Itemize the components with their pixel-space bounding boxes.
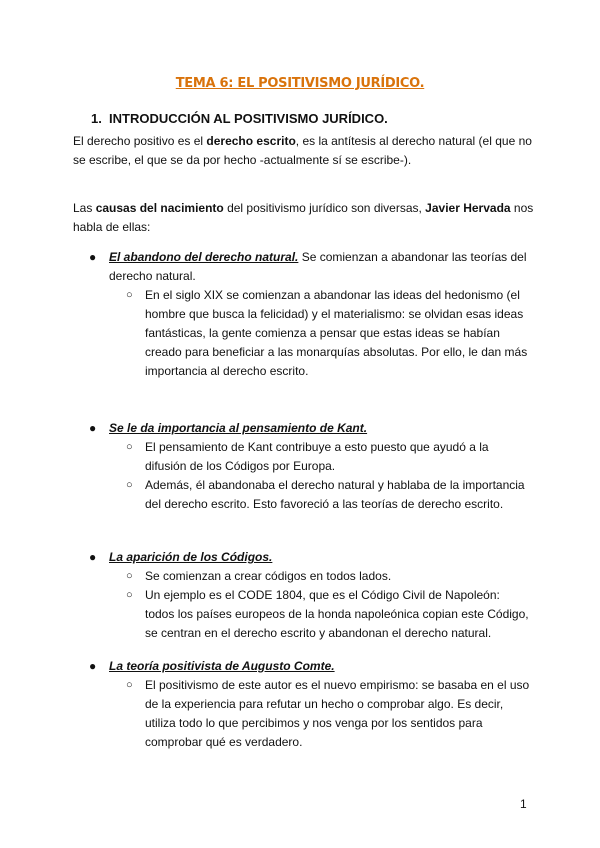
sub-bullet-icon: ○ [126, 589, 133, 601]
sub-bullet-text: El positivismo de este autor es el nuevo empirismo: se basaba en el uso de la experiencia para refutar un hecho o comprobar algo. Es decir, utiliza todo lo que percibimos y nos venga por los sentidos para comprobar qué es verdadero. [145, 678, 530, 749]
intro-bold-1: derecho escrito [206, 134, 296, 148]
sub-bullet-item [126, 476, 530, 514]
bullet-heading: El abandono del derecho natural. [109, 250, 299, 264]
bullet-item [89, 657, 534, 676]
sub-bullet-text: Se comienzan a crear códigos en todos lados. [145, 569, 392, 583]
causes-bold-2: Javier Hervada [425, 201, 511, 215]
sub-bullet-text: Un ejemplo es el CODE 1804, que es el Código Civil de Napoleón: todos los países europeos de la honda napoleónica copian este Código, se centran en el derecho escrito y abandonan el derecho natural. [145, 588, 529, 640]
bullet-heading: La teoría positivista de Augusto Comte. [109, 659, 335, 673]
sub-bullet-text: En el siglo XIX se comienzan a abandonar las ideas del hedonismo (el hombre que busca la felicidad) y el materialismo: se olvidan esas ideas fantásticas, la gente comienza a pensar que estas ideas se habían creado para beneficiar a las monarquías absolutas. Por ello, le dan más importancia al derecho escrito. [145, 288, 528, 378]
intro-text-2: , es la antítesis al derecho natural (el que no se escribe, el que se da por hecho -actualmente sí se escribe-). [73, 134, 532, 167]
bullet-item [89, 548, 534, 567]
sub-bullet-item [126, 286, 530, 381]
causes-bold-1: causas del nacimiento [95, 201, 224, 215]
bullet-text: Se comienzan a abandonar las teorías del derecho natural. [109, 250, 527, 283]
section-heading [91, 111, 388, 126]
section-heading-text: INTRODUCCIÓN AL POSITIVISMO JURÍDICO. [109, 111, 388, 126]
intro-text-1: El derecho positivo es el [73, 134, 207, 148]
sub-bullet-text: Además, él abandonaba el derecho natural y hablaba de la importancia del derecho escrito. Esto favoreció a las teorías de derecho escrito. [145, 478, 525, 511]
causes-text-1: Las [73, 201, 96, 215]
causes-text-2: del positivismo jurídico son diversas, [223, 201, 426, 215]
document-title: TEMA 6: EL POSITIVISMO JURÍDICO. [175, 76, 425, 91]
sub-bullet-icon: ○ [126, 570, 133, 582]
sub-bullet-icon: ○ [126, 479, 133, 491]
causes-paragraph [73, 199, 543, 237]
bullet-heading: Se le da importancia al pensamiento de Kant. [109, 421, 368, 435]
sub-bullet-item [126, 438, 530, 476]
sub-bullet-icon: ○ [126, 289, 133, 301]
bullet-icon: ● [89, 250, 97, 264]
section-number: 1. [91, 111, 102, 126]
bullet-item [89, 419, 534, 438]
sub-bullet-item [126, 567, 530, 586]
bullet-item [89, 248, 534, 286]
sub-bullet-item [126, 676, 530, 752]
bullet-icon: ● [89, 659, 97, 673]
sub-bullet-text: El pensamiento de Kant contribuye a esto puesto que ayudó a la difusión de los Códigos por Europa. [145, 440, 489, 473]
sub-bullet-item [126, 586, 530, 643]
causes-text-3: nos habla de ellas: [73, 201, 534, 234]
bullet-icon: ● [89, 421, 97, 435]
page-number: 1 [520, 797, 527, 811]
intro-paragraph [73, 132, 543, 170]
bullet-icon: ● [89, 550, 97, 564]
sub-bullet-icon: ○ [126, 441, 133, 453]
sub-bullet-icon: ○ [126, 679, 133, 691]
bullet-heading: La aparición de los Códigos. [109, 550, 273, 564]
